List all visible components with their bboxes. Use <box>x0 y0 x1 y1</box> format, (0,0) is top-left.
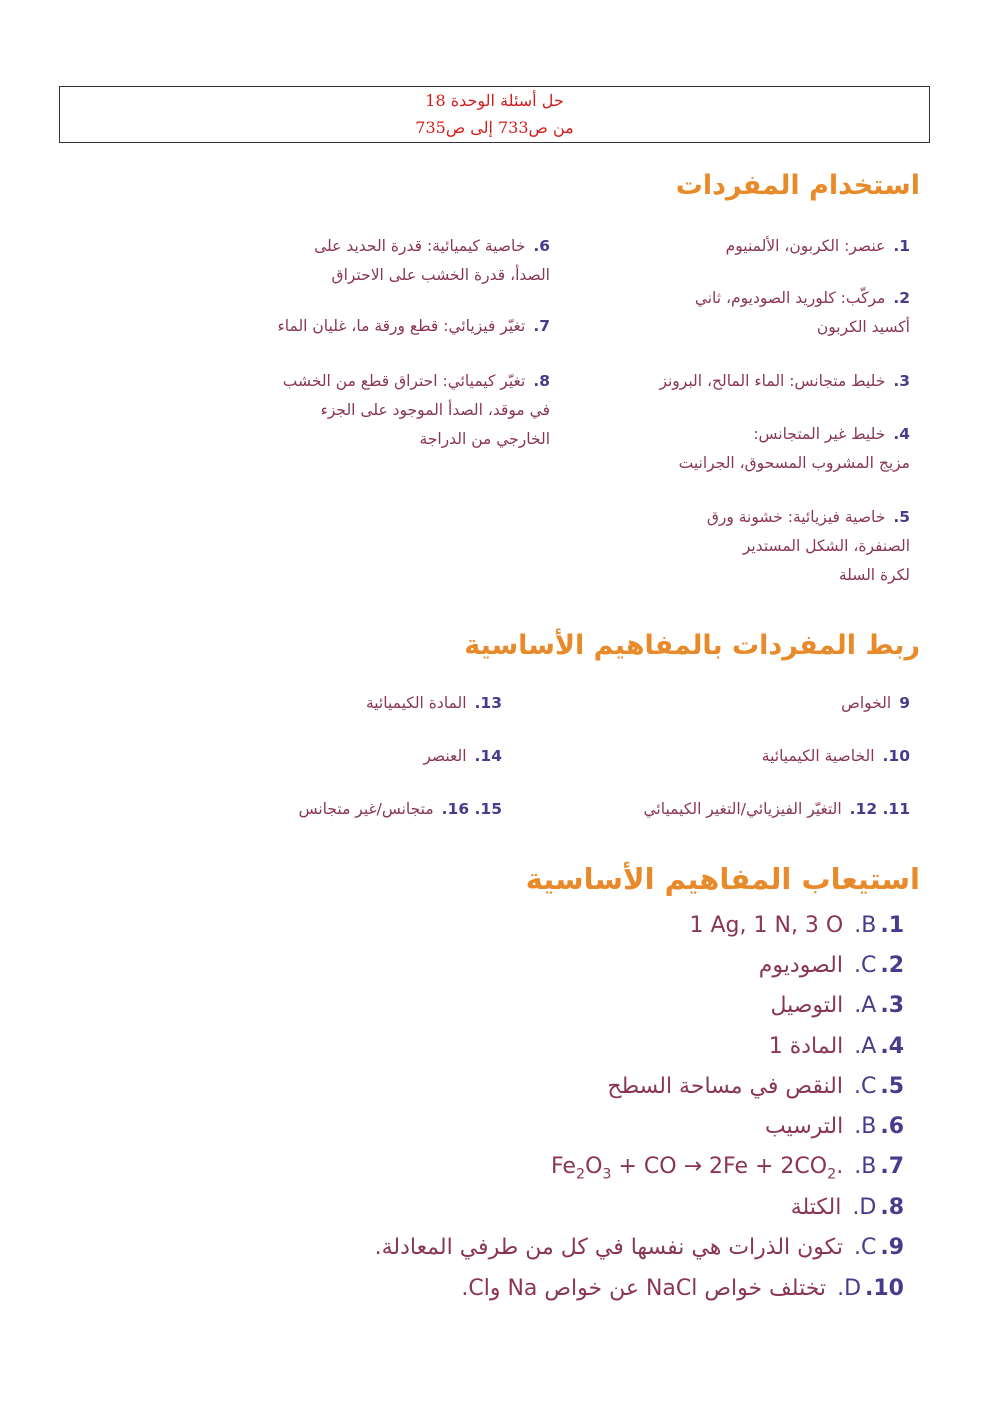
vocab-item-2: 2.مركّب: كلوريد الصوديوم، ثاني أكسيد الكربون <box>694 289 910 336</box>
link-item-9: 9الخواص <box>841 694 910 712</box>
mc-answer-4: 4.A. المادة 1 <box>768 1034 904 1059</box>
header-title: حل أسئلة الوحدة 18 <box>425 91 564 110</box>
mc-answer-6: 6.B. الترسيب <box>764 1114 904 1139</box>
vocab-item-5: 5.خاصية فيزيائية: خشونة ورق الصنفرة، الشكل المستدير لكرة السلة <box>706 508 910 584</box>
chemical-equation: $Fe_2O_3$ + CO → $2Fe + 2CO_2$. <box>550 1154 844 1183</box>
vocab-item-6: 6.خاصية كيميائية: قدرة الحديد على الصدأ، قدرة الخشب على الاحتراق <box>314 237 550 284</box>
link-item-10: 10.الخاصية الكيميائية <box>761 747 910 765</box>
mc-answer-8: 8.D. الكتلة <box>790 1195 904 1220</box>
vocab-item-1: 1.عنصر: الكربون، الألمنيوم <box>725 237 910 255</box>
mc-answer-3: 3.A. التوصيل <box>770 993 904 1018</box>
header-pages: من ص733 إلى ص735 <box>415 118 574 137</box>
link-item-15-16: 15. 16.متجانس/غير متجانس <box>298 800 502 818</box>
vocab-item-7: 7.تغيّر فيزيائي: قطع ورقة ما، غليان الماء <box>277 317 550 335</box>
mc-answer-7: 7.B. $Fe_2O_3$ + CO → $2Fe + 2CO_2$. <box>550 1154 904 1183</box>
section-title-core-concepts: استيعاب المفاهيم الأساسية <box>525 862 920 896</box>
mc-answer-5: 5.C. النقص في مساحة السطح <box>607 1074 904 1099</box>
mc-answer-9: 9.C. تكون الذرات هي نفسها في كل من طرفي المعادلة. <box>374 1235 904 1260</box>
link-item-14: 14.العنصر <box>423 747 502 765</box>
vocab-item-8: 8.تغيّر كيميائي: احتراق قطع من الخشب في موقد، الصدأ الموجود على الجزء الخارجي من الدراجة <box>282 372 550 448</box>
section-title-vocabulary: استخدام المفردات <box>675 170 920 201</box>
mc-answer-1: 1.B. 1 Ag, 1 N, 3 O <box>689 913 904 938</box>
header-box <box>59 86 930 143</box>
link-item-13: 13.المادة الكيميائية <box>365 694 502 712</box>
mc-answer-2: 2.C. الصوديوم <box>758 953 904 978</box>
vocab-item-3: 3.خليط متجانس: الماء المالح، البرونز <box>659 372 910 390</box>
vocab-item-4: 4.خليط غير المتجانس: مزيج المشروب المسحوق، الجرانيت <box>678 425 910 472</box>
link-item-11-12: 11. 12.التغيّر الفيزيائي/التغير الكيميائي <box>643 800 910 818</box>
mc-answer-10: 10.D. تختلف خواص NaCl عن خواص Na وCl. <box>461 1276 904 1301</box>
section-title-link-vocabulary: ربط المفردات بالمفاهيم الأساسية <box>464 630 920 661</box>
